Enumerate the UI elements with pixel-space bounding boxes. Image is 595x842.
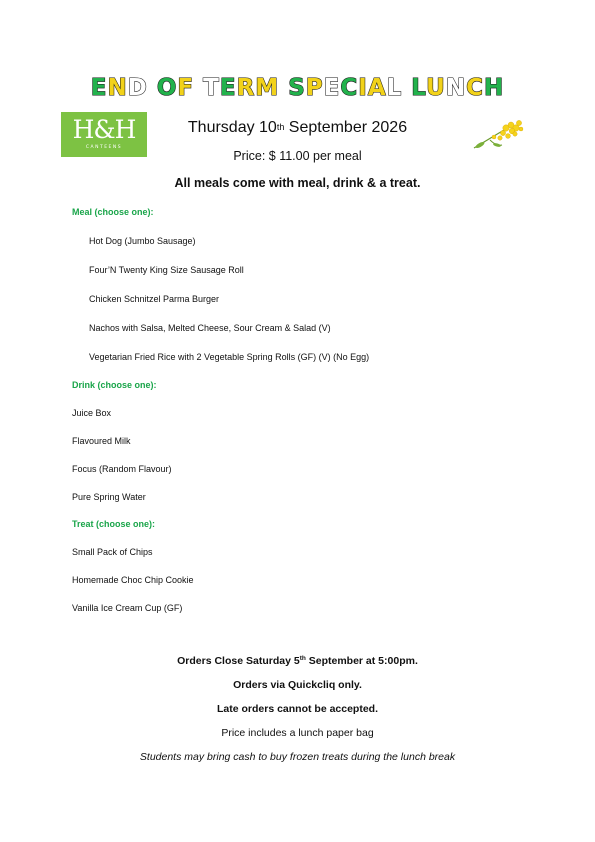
event-date bbox=[0, 118, 595, 138]
title-letter bbox=[279, 75, 288, 101]
meal-item: Vegetarian Fried Rice with 2 Vegetable Spring Rolls (GF) (V) (No Egg) bbox=[89, 352, 370, 362]
paper-bag-note: Price includes a lunch paper bag bbox=[221, 727, 374, 739]
title-letter: A bbox=[367, 75, 387, 101]
title-letter: S bbox=[288, 75, 306, 101]
title-letter: T bbox=[203, 75, 220, 101]
meal-heading: Meal (choose one): bbox=[72, 207, 154, 217]
title-letter: O bbox=[156, 75, 178, 101]
treat-item: Homemade Choc Chip Cookie bbox=[72, 575, 194, 585]
title-letter: L bbox=[411, 75, 427, 101]
meal-item: Chicken Schnitzel Parma Burger bbox=[89, 294, 220, 304]
price-text: Price: $ 11.00 per meal bbox=[233, 149, 362, 163]
title-letter bbox=[194, 75, 203, 101]
treat-item: Vanilla Ice Cream Cup (GF) bbox=[72, 603, 183, 613]
date-day: Thursday 10 bbox=[187, 119, 277, 136]
close-suffix: th bbox=[299, 655, 306, 662]
drink-item: Juice Box bbox=[72, 408, 112, 418]
title-letter: H bbox=[483, 75, 505, 101]
logo-mark: H&H bbox=[72, 115, 136, 144]
title-letter: C bbox=[340, 75, 359, 101]
title-letter: M bbox=[255, 75, 280, 101]
ordering-method-note: Orders via Quickcliq only. bbox=[233, 679, 362, 691]
title-letter: F bbox=[177, 75, 195, 101]
title-letter: I bbox=[358, 75, 368, 101]
date-rest: September 2026 bbox=[284, 119, 408, 136]
title-letter: C bbox=[466, 75, 484, 101]
close-text-a: Orders Close Saturday 5 bbox=[177, 655, 300, 667]
title-letter: E bbox=[90, 75, 108, 101]
drink-item: Focus (Random Flavour) bbox=[72, 464, 172, 474]
orders-close-note bbox=[0, 654, 595, 668]
title-letter: D bbox=[127, 75, 148, 101]
close-text-b: September at 5:00pm. bbox=[305, 655, 418, 667]
treat-item: Small Pack of Chips bbox=[72, 547, 153, 557]
meal-item: Nachos with Salsa, Melted Cheese, Sour Cream & Salad (V) bbox=[89, 323, 331, 333]
logo-subtext: CANTEENS bbox=[85, 145, 123, 150]
title-letter: R bbox=[236, 75, 256, 101]
title-letter: E bbox=[219, 75, 237, 101]
meal-item: Hot Dog (Jumbo Sausage) bbox=[89, 236, 196, 246]
title-letter: U bbox=[426, 75, 446, 101]
title-letter bbox=[402, 75, 411, 101]
treat-heading: Treat (choose one): bbox=[72, 519, 156, 529]
page-title bbox=[0, 73, 595, 103]
meal-inclusion-note: All meals come with meal, drink & a treat. bbox=[174, 176, 421, 190]
drink-item: Pure Spring Water bbox=[72, 492, 146, 502]
late-orders-note: Late orders cannot be accepted. bbox=[216, 703, 379, 715]
cash-note: Students may bring cash to buy frozen treats during the lunch break bbox=[139, 751, 456, 763]
title-letter: P bbox=[305, 75, 324, 101]
title-letter: E bbox=[323, 75, 341, 101]
meal-item: Four’N Twenty King Size Sausage Roll bbox=[89, 265, 244, 275]
drink-heading: Drink (choose one): bbox=[72, 380, 157, 390]
title-letter: N bbox=[445, 75, 467, 101]
title-letter: L bbox=[386, 75, 403, 101]
title-letter: N bbox=[107, 75, 128, 101]
title-letter bbox=[148, 75, 157, 101]
drink-item: Flavoured Milk bbox=[72, 436, 131, 446]
date-suffix: th bbox=[276, 122, 285, 132]
